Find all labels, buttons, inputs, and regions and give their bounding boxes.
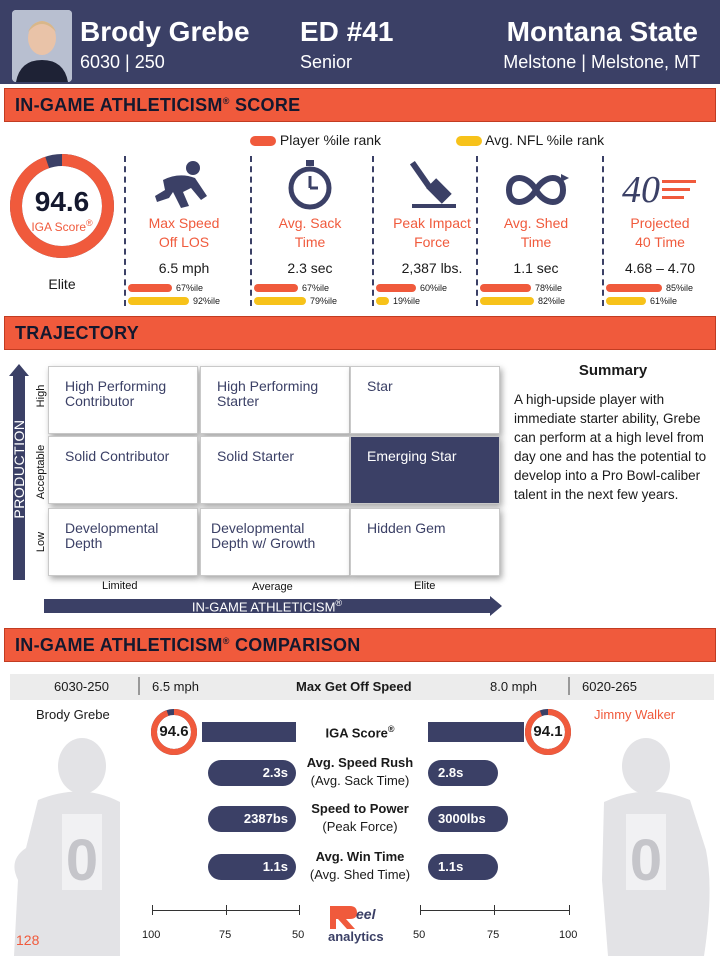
left-player-silhouette: [8, 730, 128, 956]
trajectory-cell: High Performing Contributor: [48, 366, 198, 434]
left-score-ring: [150, 708, 198, 756]
nfl-percentile-label: 61%ile: [650, 296, 678, 306]
axis-tick: [299, 905, 300, 915]
right-speed: 8.0 mph: [490, 679, 537, 694]
axis-tick-label: 75: [219, 929, 232, 941]
metric-value: 1.1 sec: [513, 260, 559, 276]
nfl-percentile-bar: [376, 297, 389, 305]
right-metric-pill: 3000lbs: [428, 806, 508, 832]
section-trajectory: [4, 316, 716, 350]
divider: [250, 156, 252, 306]
right-height-weight: 6020-265: [582, 679, 637, 694]
infinity-loop-icon: [480, 160, 592, 210]
legend-player-label: Player %ile rank: [279, 132, 382, 148]
page-number: 128: [16, 932, 40, 948]
axis-tick-label: 75: [487, 929, 500, 941]
section-title-suffix: COMPARISON: [234, 635, 361, 655]
col-label-average: Average: [252, 581, 293, 593]
metric-column: [606, 160, 714, 276]
metric-label: Avg. Shed Time: [503, 215, 569, 250]
player-position: ED #41: [300, 16, 394, 47]
player-photo: [12, 10, 72, 82]
player-percentile-bar: [254, 284, 298, 292]
metric-label: Peak Impact Force: [393, 215, 471, 250]
player-percentile-label: 60%ile: [420, 283, 448, 293]
nfl-percentile-bar: [480, 297, 534, 305]
axis-tick-label: 100: [142, 929, 161, 941]
trajectory-cell: Star: [350, 366, 500, 434]
iga-tier: Elite: [48, 276, 76, 292]
legend-player: [250, 132, 381, 148]
col-label-limited: Limited: [102, 580, 138, 592]
right-score-ring: [524, 708, 572, 756]
logo-subtext: analytics: [328, 929, 384, 944]
left-metric-pill: 2.3s: [208, 760, 296, 786]
trajectory-cell: Emerging Star: [350, 436, 500, 504]
row-label-high: High: [35, 384, 47, 408]
trajectory-cell: Solid Contributor: [48, 436, 198, 504]
nfl-percentile-bar: [254, 297, 306, 305]
iga-score-label: IGA Score®: [325, 724, 395, 741]
player-school: Montana State: [506, 16, 698, 47]
metric-column: [254, 160, 366, 276]
divider: [124, 156, 126, 306]
axis-tick: [569, 905, 570, 915]
metric-value: 6.5 mph: [158, 260, 210, 276]
comparison-metric-label: Speed to Power (Peak Force): [311, 801, 409, 834]
forty-speed-icon: [606, 160, 714, 210]
top-metric-label: Max Get Off Speed: [296, 679, 412, 694]
nfl-percentile-label: 19%ile: [393, 296, 421, 306]
legend-nfl: [456, 132, 604, 148]
left-metric-pill: 1.1s: [208, 854, 296, 880]
metric-label: Projected 40 Time: [630, 215, 690, 250]
left-score-value: 94.6: [159, 723, 189, 740]
player-name: Brody Grebe: [80, 16, 250, 47]
left-metric-pill: 2387bs: [208, 806, 296, 832]
right-metric-pill: 2.8s: [428, 760, 498, 786]
axis-tick: [226, 905, 227, 915]
axis-tick-label: 50: [413, 929, 426, 941]
section-title-suffix: SCORE: [234, 95, 301, 115]
legend-nfl-swatch: [456, 136, 482, 146]
player-percentile-label: 67%ile: [176, 283, 204, 293]
y-axis-label: PRODUCTION: [11, 419, 27, 519]
stopwatch-icon: [254, 160, 366, 210]
summary-text: A high-upside player with immediate starter ability, Grebe can perform at a high level from day one and has the potential to develop into a Pro Bowl-caliber talent in the next few years.: [514, 392, 707, 502]
nfl-percentile-label: 79%ile: [310, 296, 338, 306]
header-banner: [0, 0, 720, 84]
logo-text: eel: [356, 906, 376, 922]
section-athleticism-comparison: IN-GAME ATHLETICISM® COMPARISON: [4, 628, 716, 662]
metric-value: 2,387 lbs.: [401, 260, 463, 276]
axis-tick-label: 50: [292, 929, 305, 941]
section-athleticism-score: [4, 88, 716, 122]
legend-nfl-label: Avg. NFL %ile rank: [485, 132, 605, 148]
right-metric-pill: 1.1s: [428, 854, 498, 880]
nfl-percentile-bar: [128, 297, 189, 305]
trajectory-cell: Developmental Depth w/ Growth: [200, 508, 350, 576]
player-percentile-bar: [128, 284, 172, 292]
section-title: IN-GAME ATHLETICISM: [15, 635, 223, 655]
row-label-acceptable: Acceptable: [35, 444, 47, 500]
metric-column: [376, 160, 488, 276]
trajectory-cell: Developmental Depth: [48, 508, 198, 576]
section-title: IN-GAME ATHLETICISM: [15, 95, 223, 115]
right-player-name: Jimmy Walker: [594, 707, 676, 722]
metric-value: 4.68 – 4.70: [624, 260, 696, 276]
metric-column: [128, 160, 240, 276]
axis-tick: [494, 905, 495, 915]
nfl-percentile-label: 82%ile: [538, 296, 566, 306]
trajectory-cell: Solid Starter: [200, 436, 350, 504]
divider: [602, 156, 604, 306]
section-title: TRAJECTORY: [15, 323, 140, 343]
reel-analytics-logo: [326, 902, 396, 946]
player-hometown: Melstone | Melstone, MT: [503, 52, 700, 72]
metric-value: 2.3 sec: [287, 260, 333, 276]
player-percentile-bar: [606, 284, 662, 292]
trajectory-cell: Hidden Gem: [350, 508, 500, 576]
metric-column: [480, 160, 592, 276]
left-score-bar: [202, 722, 296, 742]
comparison-metric-label: Avg. Win Time (Avg. Shed Time): [309, 849, 411, 882]
right-player-silhouette: [594, 730, 714, 956]
legend-player-swatch: [250, 136, 276, 146]
metric-label: Max Speed Off LOS: [148, 215, 220, 250]
trajectory-cell: High Performing Starter: [200, 366, 350, 434]
player-class: Senior: [300, 52, 353, 72]
axis-tick: [420, 905, 421, 915]
svg-text:40: 40: [622, 169, 660, 210]
player-height-weight: 6030 | 250: [80, 52, 165, 72]
runner-stance-icon: [128, 160, 240, 210]
player-percentile-bar: [376, 284, 416, 292]
right-score-bar: [428, 722, 524, 742]
right-axis-line: [420, 910, 570, 911]
player-percentile-label: 78%ile: [535, 283, 563, 293]
divider: [568, 677, 570, 695]
reg-mark: ®: [222, 96, 230, 106]
left-speed: 6.5 mph: [152, 679, 199, 694]
left-player-name: Brody Grebe: [36, 707, 110, 722]
summary-title: Summary: [578, 362, 648, 379]
comparison-metric-label: Avg. Speed Rush (Avg. Sack Time): [306, 755, 414, 788]
player-percentile-bar: [480, 284, 531, 292]
x-axis-label: IN-GAME ATHLETICISM®: [191, 598, 343, 615]
axis-tick-label: 100: [559, 929, 578, 941]
right-score-value: 94.1: [533, 723, 563, 740]
divider: [372, 156, 374, 306]
iga-score-label: IGA Score®: [31, 218, 93, 234]
metric-label: Avg. Sack Time: [278, 215, 342, 250]
divider: [138, 677, 140, 695]
iga-score-ring: [8, 152, 116, 260]
left-height-weight: 6030-250: [54, 679, 109, 694]
axis-tick: [152, 905, 153, 915]
player-percentile-label: 85%ile: [666, 283, 694, 293]
iga-score-value: 94.6: [34, 186, 90, 217]
nfl-percentile-label: 92%ile: [193, 296, 221, 306]
svg-text:0: 0: [629, 828, 663, 893]
player-percentile-label: 67%ile: [302, 283, 330, 293]
nfl-percentile-bar: [606, 297, 646, 305]
svg-text:0: 0: [65, 828, 99, 893]
hammer-icon: [376, 160, 488, 210]
col-label-elite: Elite: [414, 580, 436, 592]
row-label-low: Low: [35, 531, 47, 553]
